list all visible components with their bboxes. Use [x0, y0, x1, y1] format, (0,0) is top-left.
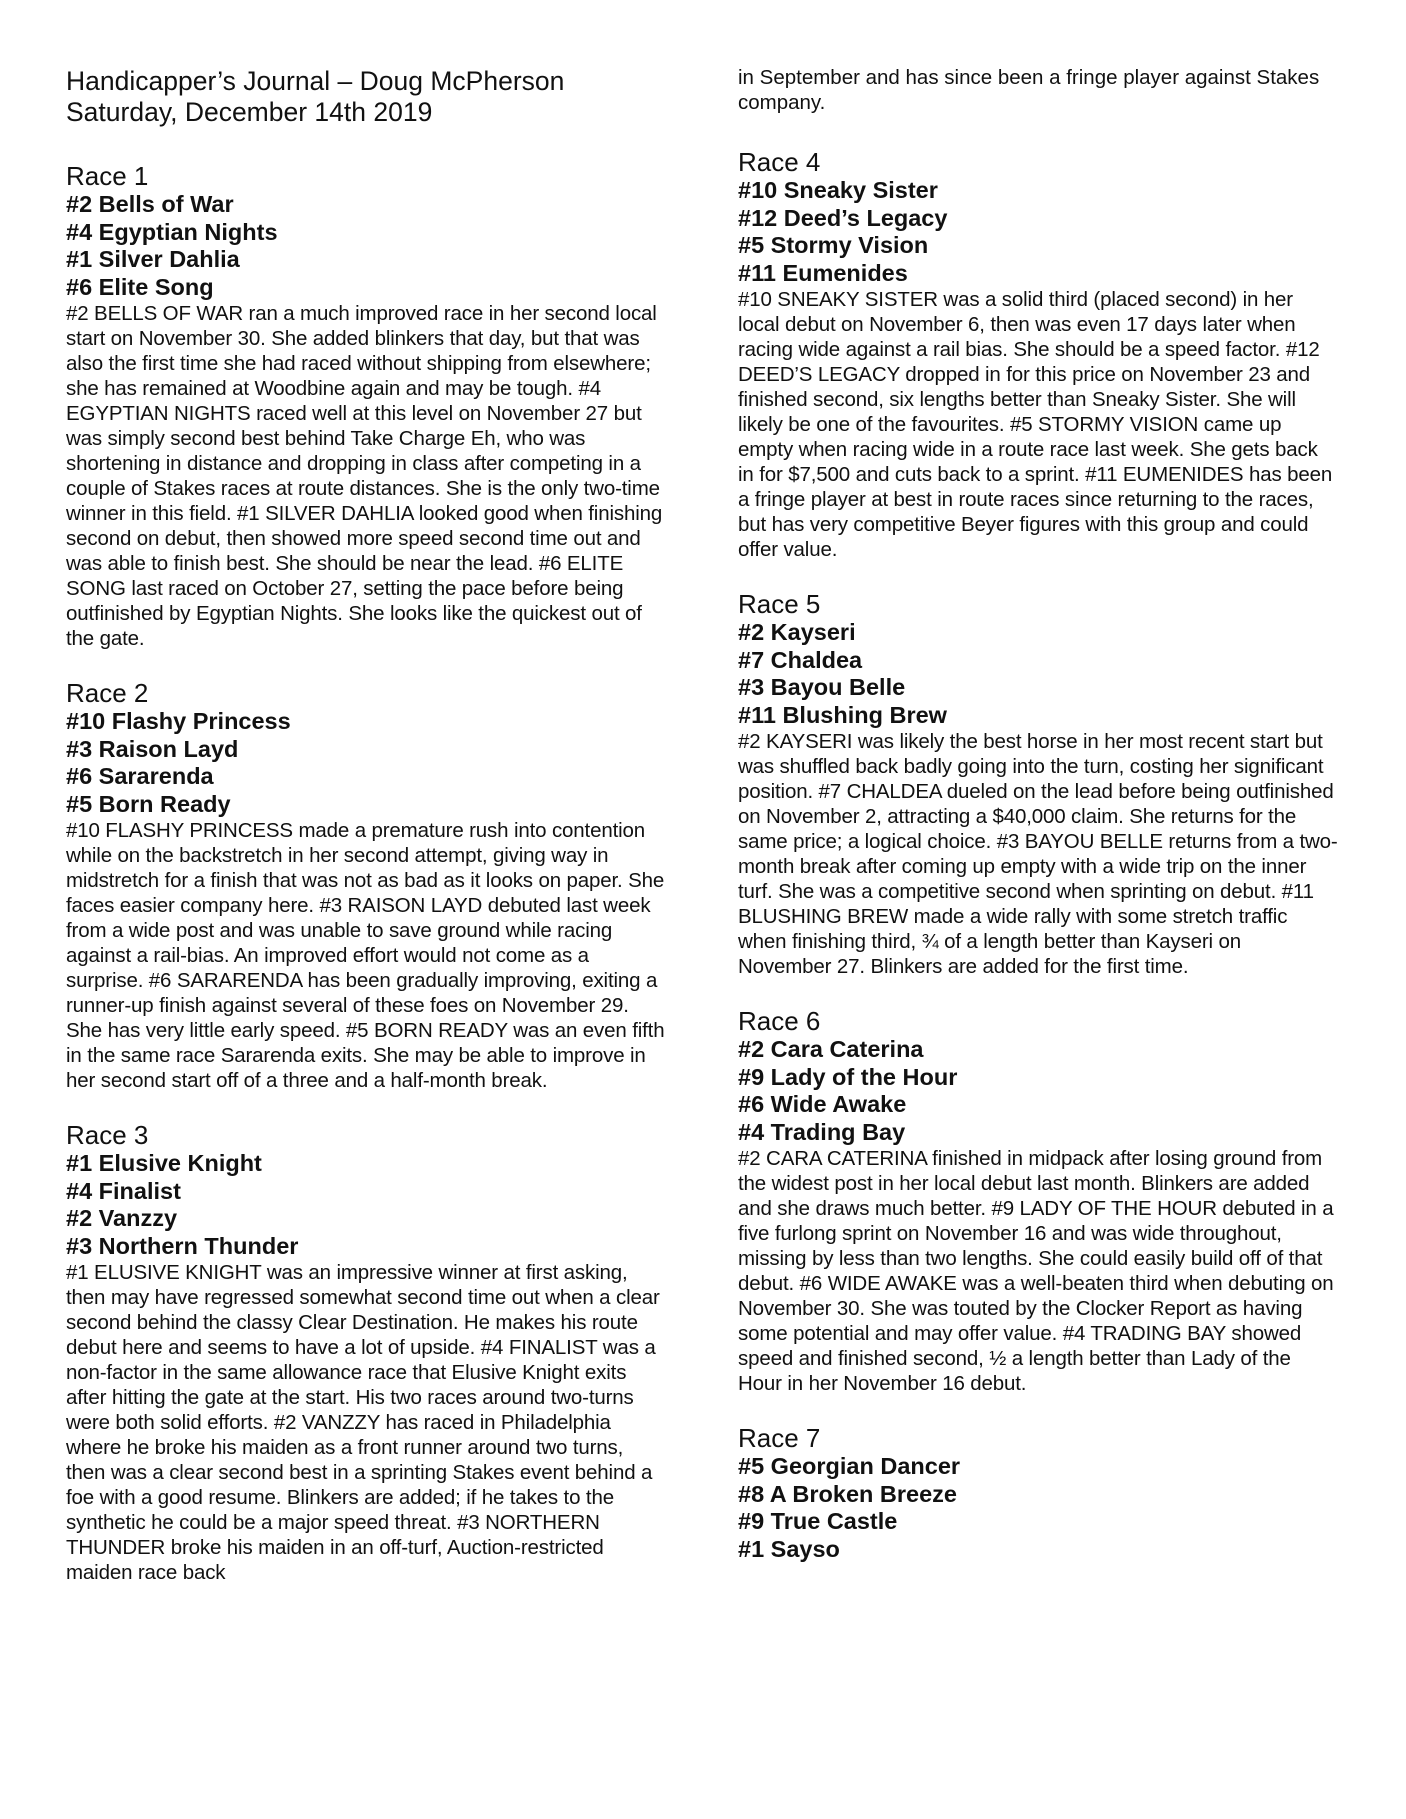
pick-4: #5 Born Ready [66, 790, 231, 817]
race-7 [738, 1423, 1338, 1563]
race-comment: #2 BELLS OF WAR ran a much improved race in her second local start on November 30. She added blinkers that day, but that was also the first time she had raced without shipping from elsewhere; she has remained at Woodbine again and may be tough. #4 EGYPTIAN NIGHTS raced well at this level on November 27 but was simply second best behind Take Charge Eh, who was shortening in distance and dropping in class after competing in a couple of Stakes races at route distances. She is the only two-time winner in this field. #1 SILVER DAHLIA looked good when finishing second on debut, then showed more speed second time out and was able to finish best. She should be near the lead. #6 ELITE SONG last raced on October 27, setting the pace before being outfinished by Egyptian Nights. She looks like the quickest out of the gate. [66, 302, 663, 650]
pick-4: #11 Blushing Brew [738, 701, 947, 728]
pick-list [66, 1150, 666, 1260]
pick-3: #9 True Castle [738, 1508, 898, 1534]
pick-2: #4 Finalist [66, 1177, 181, 1204]
pick-3: #6 Sararenda [66, 763, 214, 789]
continued-text: in September and has since been a fringe player against Stakes company. [738, 66, 1320, 114]
pick-1: #2 Cara Caterina [738, 1036, 924, 1062]
race-comment: #2 KAYSERI was likely the best horse in her most recent start but was shuffled back badly going into the turn, costing her significant position. #7 CHALDEA dueled on the lead before being outfinished on November 2, attracting a $40,000 claim. She returns for the same price; a logical choice. #3 BAYOU BELLE returns from a two-month break after coming up empty with a wide trip on the inner turf. She was a competitive second when sprinting on debut. #11 BLUSHING BREW made a wide rally with some stretch traffic when finishing third, ¾ of a length better than Kayseri on November 27. Blinkers are added for the first time. [738, 730, 1338, 978]
race-comment: #2 CARA CATERINA finished in midpack after losing ground from the widest post in her local debut last month. Blinkers are added and she draws much better. #9 LADY OF THE HOUR debuted in a five furlong sprint on November 16 and was wide throughout, missing by less than two lengths. She could easily build off of that debut. #6 WIDE AWAKE was a well-beaten third when debuting on November 30. She was touted by the Clocker Report as having some potential and may offer value. #4 TRADING BAY showed speed and finished second, ½ a length better than Lady of the Hour in her November 16 debut. [738, 1147, 1334, 1395]
pick-2: #7 Chaldea [738, 646, 863, 673]
race-heading: Race 4 [738, 147, 821, 177]
pick-1: #2 Bells of War [66, 191, 234, 217]
pick-3: #1 Silver Dahlia [66, 246, 240, 272]
pick-1: #5 Georgian Dancer [738, 1453, 961, 1479]
pick-2: #3 Raison Layd [66, 735, 239, 762]
pick-1: #1 Elusive Knight [66, 1150, 262, 1176]
pick-3: #5 Stormy Vision [738, 232, 929, 258]
pick-1: #10 Flashy Princess [66, 708, 291, 734]
pick-4: #3 Northern Thunder [66, 1232, 299, 1259]
race-heading: Race 7 [738, 1423, 821, 1453]
race-comment: #1 ELUSIVE KNIGHT was an impressive winner at first asking, then may have regressed somewhat second time out when a clear second behind the classy Clear Destination. He makes his route debut here and seems to have a lot of upside. #4 FINALIST was a non-factor in the same allowance race that Elusive Knight exits after hitting the gate at the start. His two races around two-turns were both solid efforts. #2 VANZZY has raced in Philadelphia where he broke his maiden as a front runner around two turns, then was a clear second best in a sprinting Stakes event behind a foe with a good resume. Blinkers are added; if he takes to the synthetic he could be a major speed threat. #3 NORTHERN THUNDER broke his maiden in an off-turf, Auction-restricted maiden race back [66, 1261, 660, 1584]
pick-2: #12 Deed’s Legacy [738, 204, 948, 231]
race-heading: Race 5 [738, 589, 821, 619]
pick-list [738, 1453, 1338, 1563]
pick-3: #2 Vanzzy [66, 1205, 178, 1231]
pick-4: #6 Elite Song [66, 273, 214, 300]
pick-2: #8 A Broken Breeze [738, 1480, 957, 1507]
pick-3: #6 Wide Awake [738, 1091, 907, 1117]
race-6 [738, 1006, 1338, 1396]
race-1 [66, 161, 666, 651]
pick-3: #3 Bayou Belle [738, 674, 906, 700]
pick-4: #1 Sayso [738, 1535, 840, 1562]
race-3 [66, 1120, 666, 1585]
left-column [66, 66, 666, 1612]
race-heading: Race 6 [738, 1006, 821, 1036]
pick-list [66, 708, 666, 818]
race-heading: Race 2 [66, 678, 149, 708]
pick-list [738, 177, 1338, 287]
race-comment: #10 SNEAKY SISTER was a solid third (placed second) in her local debut on November 6, then was even 17 days later when racing wide against a rail bias. She should be a speed factor. #12 DEED’S LEGACY dropped in for this price on November 23 and finished second, six lengths better than Sneaky Sister. She will likely be one of the favourites. #5 STORMY VISION came up empty when racing wide in a route race last week. She gets back in for $7,500 and cuts back to a sprint. #11 EUMENIDES has been a fringe player at best in route races since returning to the races, but has very competitive Beyer figures with this group and could offer value. [738, 288, 1333, 561]
pick-4: #11 Eumenides [738, 259, 908, 286]
pick-list [738, 619, 1338, 729]
race-heading: Race 3 [66, 1120, 149, 1150]
race-heading: Race 1 [66, 161, 149, 191]
pick-1: #10 Sneaky Sister [738, 177, 938, 203]
pick-list [738, 1036, 1338, 1146]
journal-date: Saturday, December 14th 2019 [66, 97, 433, 127]
pick-4: #4 Trading Bay [738, 1118, 906, 1145]
race-4 [738, 147, 1338, 562]
right-column [738, 66, 1338, 1590]
race-5 [738, 589, 1338, 979]
pick-2: #4 Egyptian Nights [66, 218, 278, 245]
pick-list [66, 191, 666, 301]
journal-title: Handicapper’s Journal – Doug McPherson [66, 66, 565, 96]
pick-1: #2 Kayseri [738, 619, 856, 645]
race-comment: #10 FLASHY PRINCESS made a premature rush into contention while on the backstretch in her second attempt, giving way in midstretch for a finish that was not as bad as it looks on paper. She faces easier company here. #3 RAISON LAYD debuted last week from a wide post and was unable to save ground while racing against a rail-bias. An improved effort would not come as a surprise. #6 SARARENDA has been gradually improving, exiting a runner-up finish against several of these foes on November 29. She has very little early speed. #5 BORN READY was an even fifth in the same race Sararenda exits. She may be able to improve in her second start off of a three and a half-month break. [66, 819, 665, 1092]
race-2 [66, 678, 666, 1093]
pick-2: #9 Lady of the Hour [738, 1063, 958, 1090]
